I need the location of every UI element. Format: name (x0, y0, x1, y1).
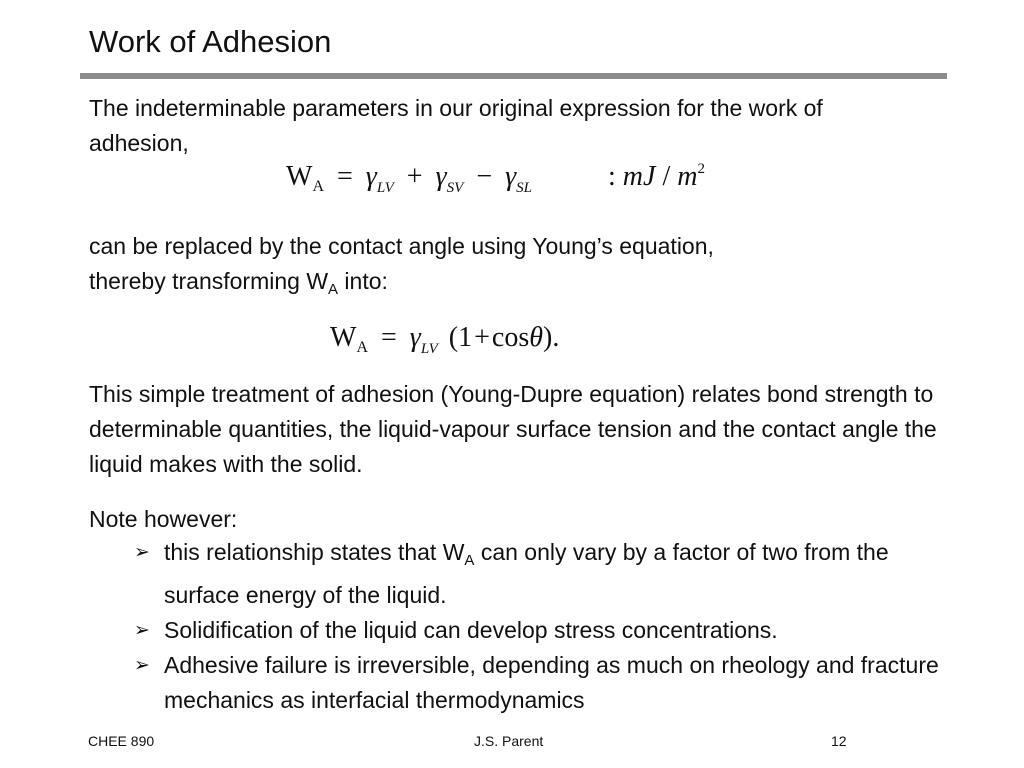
footer-author: J.S. Parent (474, 733, 544, 749)
eq1-lv: LV (376, 180, 394, 196)
eq1-w: W (286, 161, 313, 192)
eq1-equals: = (337, 161, 353, 192)
note-bullet-list (134, 535, 954, 718)
eq1-unit-exp: 2 (697, 161, 705, 177)
eq1-minus: − (476, 161, 493, 192)
eq1-w-sub: A (312, 178, 324, 195)
young-line-2-suffix: into: (338, 268, 388, 294)
slide-title: Work of Adhesion (89, 24, 332, 59)
eq2-w-sub: A (356, 339, 368, 356)
bullet-1-sub: A (464, 552, 475, 569)
eq2-lv: LV (420, 341, 438, 357)
eq1-gamma-3: γ (505, 161, 517, 192)
young-paragraph (89, 229, 919, 307)
eq1-unit-colon: : (608, 161, 616, 192)
eq1-gamma-1: γ (365, 161, 377, 192)
bullet-2-text: Solidification of the liquid can develop stress concentrations. (164, 617, 778, 643)
arrow-bullet-icon: ➢ (134, 654, 150, 676)
young-line-2-sub: A (328, 281, 339, 298)
intro-paragraph: The indeterminable parameters in our original expression for the work of adhesion, (89, 95, 823, 156)
bullet-item-1 (134, 535, 954, 613)
arrow-bullet-icon: ➢ (134, 541, 150, 563)
eq1-unit-m: m (677, 161, 698, 192)
bullet-1-prefix: this relationship states that W (164, 539, 465, 565)
young-line-1: can be replaced by the contact angle using Young’s equation, (89, 233, 714, 259)
eq2-theta: θ (529, 322, 544, 353)
eq1-plus: + (406, 161, 423, 192)
eq1-sl: SL (516, 180, 532, 196)
treatment-paragraph: This simple treatment of adhesion (Young-Dupre equation) relates bond strength to determinable quantities, the liquid-vapour surface tension and the contact angle the liquid makes with the solid. (89, 381, 937, 477)
bullet-1-suffix: can only vary by a factor of two from the surface energy of the liquid. (164, 539, 889, 608)
title-divider (80, 73, 947, 79)
eq1-unit-mj: mJ (622, 161, 656, 192)
eq2-w: W (330, 322, 357, 353)
eq1-gamma-2: γ (435, 161, 447, 192)
footer-page-number: 12 (831, 733, 847, 749)
arrow-bullet-icon: ➢ (134, 619, 150, 641)
equation-units (608, 161, 705, 193)
equation-work-of-adhesion (286, 161, 532, 197)
eq1-sv: SV (446, 180, 464, 196)
eq2-equals: = (381, 322, 397, 353)
bullet-item-2 (134, 613, 954, 648)
footer-course: CHEE 890 (88, 733, 155, 749)
eq2-paren-close: ). (543, 322, 560, 353)
eq2-plus: + (474, 322, 490, 353)
young-line-2-prefix: thereby transforming W (89, 268, 329, 294)
eq1-unit-slash: / (662, 161, 671, 192)
bullet-item-3 (134, 648, 954, 718)
note-label: Note however: (89, 506, 238, 532)
equation-young-dupre (330, 322, 559, 358)
eq2-gamma: γ (409, 322, 421, 353)
eq2-paren-open: (1 (448, 322, 473, 353)
eq2-cos: cos (491, 322, 530, 353)
bullet-3-text: Adhesive failure is irreversible, depending as much on rheology and fracture mechanics as interfacial thermodynamics (164, 652, 939, 713)
